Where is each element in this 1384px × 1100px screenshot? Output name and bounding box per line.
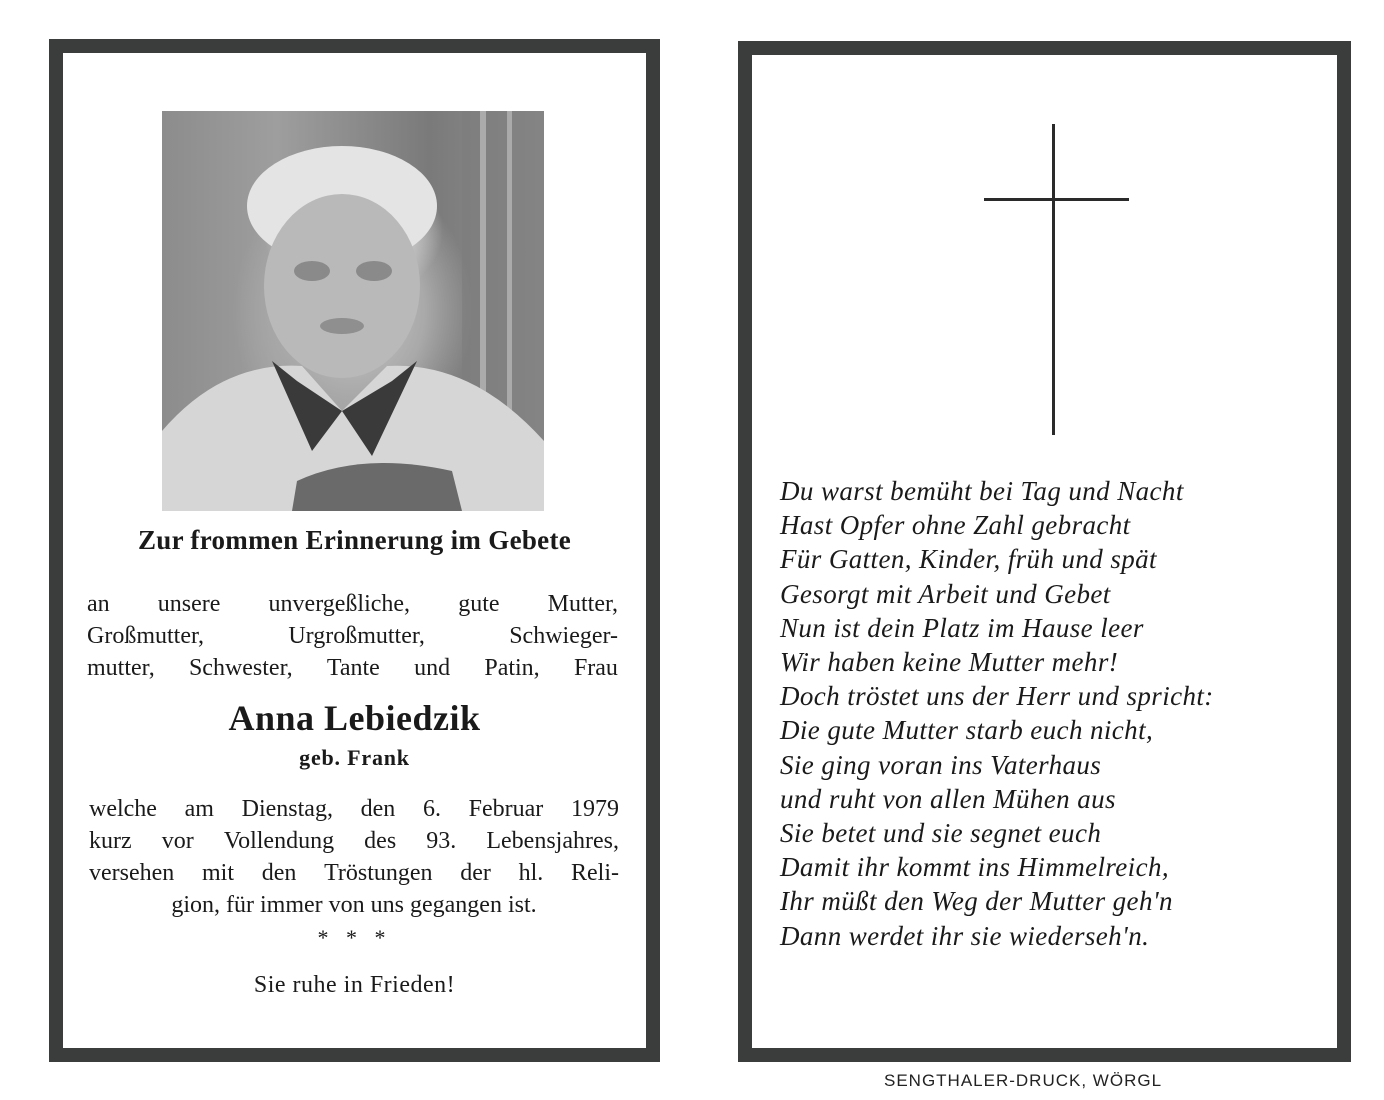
portrait-photo [162, 111, 544, 511]
death-notice-line: welche am Dienstag, den 6. Februar 1979 [89, 796, 619, 822]
death-notice-line: versehen mit den Tröstungen der hl. Reli- [89, 860, 619, 886]
poem-line: Dann werdet ihr sie wiederseh'n. [780, 920, 1150, 951]
deceased-name: Anna Lebiedzik [228, 698, 481, 738]
printer-imprint: SENGTHALER-DRUCK, WÖRGL [884, 1071, 1163, 1090]
poem-line: Damit ihr kommt ins Himmelreich, [780, 852, 1170, 883]
poem-line: Nun ist dein Platz im Hause leer [780, 612, 1144, 643]
poem-line: Ihr müßt den Weg der Mutter geh'n [780, 886, 1173, 917]
poem-line: Sie betet und sie segnet euch [780, 818, 1102, 849]
closing-blessing: Sie ruhe in Frieden! [253, 972, 456, 998]
cross-vertical-bar [1052, 124, 1055, 435]
maiden-name: geb. Frank [299, 745, 410, 770]
death-notice-line: kurz vor Vollendung des 93. Lebensjahres, [89, 828, 619, 854]
memorial-poem [780, 474, 1340, 953]
poem-line: Sie ging voran ins Vaterhaus [780, 749, 1102, 780]
death-notice-text [89, 793, 619, 921]
cross-horizontal-bar [984, 198, 1129, 201]
dedication-line: mutter, Schwester, Tante und Patin, Frau [87, 655, 618, 681]
memorial-card-back [738, 41, 1351, 1062]
death-notice-line: gion, für immer von uns gegangen ist. [171, 892, 537, 918]
poem-line: Gesorgt mit Arbeit und Gebet [780, 578, 1111, 609]
card-heading: Zur frommen Erinnerung im Gebete [137, 525, 572, 555]
poem-line: und ruht von allen Mühen aus [780, 783, 1116, 814]
dedication-line: Großmutter, Urgroßmutter, Schwieger- [87, 623, 618, 649]
separator-stars: * * * [317, 925, 392, 950]
poem-line: Wir haben keine Mutter mehr! [780, 647, 1119, 678]
dedication-text [87, 588, 618, 684]
dedication-line: an unsere unvergeßliche, gute Mutter, [87, 591, 618, 617]
poem-line: Für Gatten, Kinder, früh und spät [780, 544, 1157, 575]
memorial-card-front [49, 39, 660, 1062]
poem-line: Du warst bemüht bei Tag und Nacht [780, 476, 1184, 506]
poem-line: Doch tröstet uns der Herr und spricht: [780, 681, 1214, 712]
portrait-illustration [162, 111, 544, 511]
poem-line: Hast Opfer ohne Zahl gebracht [780, 510, 1131, 541]
poem-line: Die gute Mutter starb euch nicht, [780, 715, 1154, 746]
